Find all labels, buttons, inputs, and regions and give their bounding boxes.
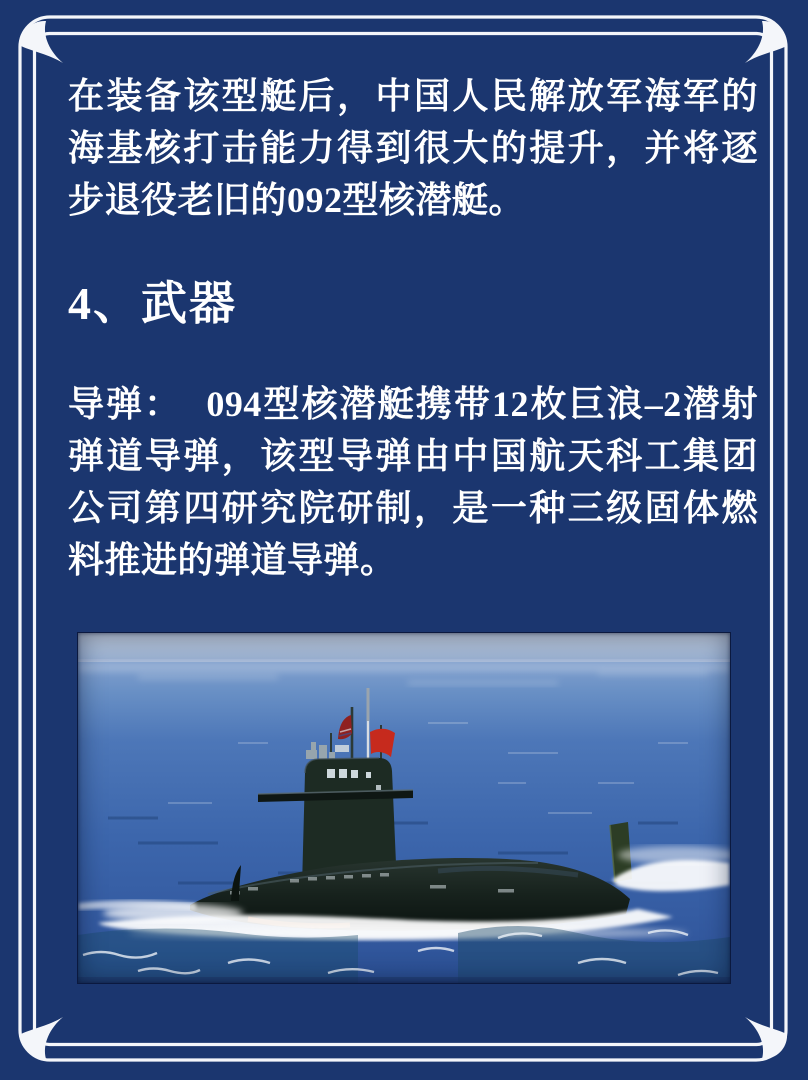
- radar-box: [335, 745, 349, 752]
- submarine-photo: [78, 633, 730, 983]
- paragraph-missile: 导弹： 094型核潜艇携带12枚巨浪–2潜射弹道导弹，该型导弹由中国航天科工集团公司第四研究院研制，是一种三级固体燃料推进的弹道导弹。: [68, 383, 758, 580]
- sail-light-dot: [376, 785, 381, 790]
- section-heading-weapons: 4、武器: [68, 277, 237, 329]
- paragraph-intro: 在装备该型艇后，中国人民解放军海军的海基核打击能力得到很大的提升，并将逐步退役老旧的092型核潜艇。: [68, 75, 758, 220]
- photo-horizon-line: [78, 659, 730, 662]
